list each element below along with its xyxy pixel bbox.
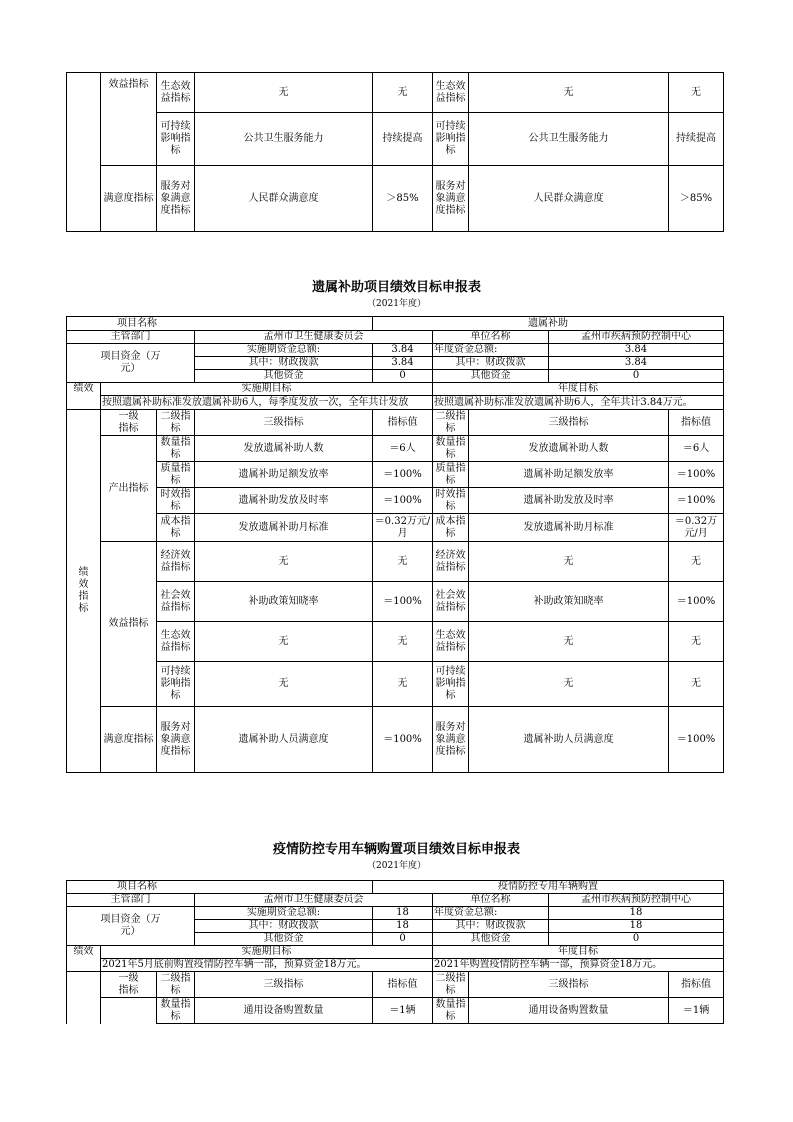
impl-goal-label: 实施期目标 xyxy=(101,946,433,959)
level1-output: 产出指标 xyxy=(101,436,157,542)
table-title: 遗属补助项目绩效目标申报表 xyxy=(311,280,481,295)
indicator: 无 xyxy=(469,73,669,113)
year-fiscal: 18 xyxy=(549,920,724,933)
indicator-value: ＝100% xyxy=(669,462,724,488)
year-fiscal-label: 其中：财政拨款 xyxy=(433,920,549,933)
impl-fiscal: 3.84 xyxy=(373,357,433,370)
impl-total: 3.84 xyxy=(373,344,433,357)
header-value: 指标值 xyxy=(373,972,433,998)
indicator-value: ＝6人 xyxy=(373,436,433,462)
indicator: 无 xyxy=(469,662,669,707)
header-level1: 一级指标 xyxy=(101,410,157,436)
indicator: 无 xyxy=(195,542,373,582)
level2: 服务对象满意度指标 xyxy=(433,707,469,773)
year-fiscal: 3.84 xyxy=(549,357,724,370)
impl-other-label: 其他资金 xyxy=(195,370,373,383)
performance-side-label xyxy=(67,410,101,773)
goal-side-label: 绩效 xyxy=(67,383,101,410)
table-title: 疫情防控专用车辆购置项目绩效目标申报表 xyxy=(272,842,520,857)
indicator: 遗属补助人员满意度 xyxy=(195,707,373,773)
year-fiscal-label: 其中：财政拨款 xyxy=(433,357,549,370)
level2: 质量指标 xyxy=(157,462,195,488)
indicator: 通用设备购置数量 xyxy=(195,998,373,1024)
indicator-value: 无 xyxy=(669,662,724,707)
impl-total-label: 实施期资金总额: xyxy=(195,907,373,920)
level2: 成本指标 xyxy=(433,514,469,542)
indicator-value: 无 xyxy=(669,73,724,113)
level2: 可持续影响指标 xyxy=(157,662,195,707)
indicator: 无 xyxy=(195,73,373,113)
indicator-value: ＝100% xyxy=(669,582,724,622)
performance-side-label xyxy=(67,972,101,1024)
header-level2: 二级指标 xyxy=(157,410,195,436)
level1-satisfaction: 满意度指标 xyxy=(101,166,157,232)
indicator: 发放遗属补助月标准 xyxy=(195,514,373,542)
indicator-value: 持续提高 xyxy=(669,113,724,166)
year-total: 3.84 xyxy=(549,344,724,357)
performance-side-text: 绩效指标 xyxy=(78,567,89,614)
indicator: 无 xyxy=(195,662,373,707)
year-total-label: 年度资金总额: xyxy=(433,907,549,920)
level2: 经济效益指标 xyxy=(433,542,469,582)
level1-satisfaction: 满意度指标 xyxy=(101,707,157,773)
year-other: 0 xyxy=(549,933,724,946)
year-goal-label: 年度目标 xyxy=(433,946,724,959)
indicator: 发放遗属补助月标准 xyxy=(469,514,669,542)
indicator-value: ＝100% xyxy=(373,582,433,622)
indicator: 通用设备购置数量 xyxy=(469,998,669,1024)
indicator-value: 无 xyxy=(373,73,433,113)
top-continuation-table xyxy=(66,72,724,232)
year-goal-label: 年度目标 xyxy=(433,383,724,396)
header-level2: 二级指标 xyxy=(157,972,195,998)
level1-benefit: 效益指标 xyxy=(101,542,157,707)
year-goal-text: 2021年购置疫情防控车辆一部，预算资金18万元。 xyxy=(433,959,724,972)
indicator: 无 xyxy=(469,622,669,662)
impl-total-label: 实施期资金总额: xyxy=(195,344,373,357)
level2: 社会效益指标 xyxy=(433,582,469,622)
year-goal-text: 按照遗属补助标准发放遗属补助6人，全年共计3.84万元。 xyxy=(433,396,724,410)
level2: 数量指标 xyxy=(433,998,469,1024)
level2: 生态效益指标 xyxy=(157,73,195,113)
level2: 可持续影响指标 xyxy=(433,113,469,166)
indicator-value: ＝0.32万元/月 xyxy=(669,514,724,542)
project-name: 疫情防控专用车辆购置 xyxy=(373,881,724,894)
indicator-value: ＝6人 xyxy=(669,436,724,462)
indicator: 补助政策知晓率 xyxy=(195,582,373,622)
level2: 数量指标 xyxy=(157,436,195,462)
indicator-value: ＝0.32万元/月 xyxy=(373,514,433,542)
unit: 孟州市疾病预防控制中心 xyxy=(549,894,724,907)
indicator: 无 xyxy=(195,622,373,662)
indicator-value: ＝100% xyxy=(373,488,433,514)
impl-goal-text: 2021年5月底前购置疫情防控车辆一部，预算资金18万元。 xyxy=(101,959,433,972)
header-value: 指标值 xyxy=(373,410,433,436)
indicator-value: 无 xyxy=(373,542,433,582)
impl-other-label: 其他资金 xyxy=(195,933,373,946)
indicator: 遗属补助人员满意度 xyxy=(469,707,669,773)
table-year: （2021年度） xyxy=(367,299,426,309)
year-other-label: 其他资金 xyxy=(433,933,549,946)
header-value: 指标值 xyxy=(669,410,724,436)
impl-fiscal-label: 其中：财政拨款 xyxy=(195,357,373,370)
level1-benefit: 效益指标 xyxy=(101,73,157,166)
impl-other: 0 xyxy=(373,370,433,383)
side-cell xyxy=(67,73,101,232)
level2: 数量指标 xyxy=(157,998,195,1024)
level2: 可持续影响指标 xyxy=(433,662,469,707)
dept: 孟州市卫生健康委员会 xyxy=(195,331,433,344)
level2: 服务对象满意度指标 xyxy=(433,166,469,232)
indicator-value: ＝100% xyxy=(373,462,433,488)
indicator: 无 xyxy=(469,542,669,582)
level2: 数量指标 xyxy=(433,436,469,462)
header-level2: 二级指标 xyxy=(433,972,469,998)
header-level3: 三级指标 xyxy=(469,972,669,998)
header-level3: 三级指标 xyxy=(195,410,373,436)
project-name-label: 项目名称 xyxy=(67,881,373,894)
indicator: 遗属补助发放及时率 xyxy=(195,488,373,514)
level1-output xyxy=(101,998,157,1024)
indicator: 发放遗属补助人数 xyxy=(195,436,373,462)
indicator: 遗属补助发放及时率 xyxy=(469,488,669,514)
year-total-label: 年度资金总额: xyxy=(433,344,549,357)
vehicle-purchase-table xyxy=(66,880,724,1024)
dept-label: 主管部门 xyxy=(67,894,195,907)
indicator: 人民群众满意度 xyxy=(469,166,669,232)
level2: 成本指标 xyxy=(157,514,195,542)
header-value: 指标值 xyxy=(669,972,724,998)
year-other: 0 xyxy=(549,370,724,383)
unit-label: 单位名称 xyxy=(433,331,549,344)
level2: 经济效益指标 xyxy=(157,542,195,582)
level2: 时效指标 xyxy=(433,488,469,514)
indicator-value: ＝100% xyxy=(669,707,724,773)
year-total: 18 xyxy=(549,907,724,920)
impl-fiscal-label: 其中：财政拨款 xyxy=(195,920,373,933)
indicator: 补助政策知晓率 xyxy=(469,582,669,622)
unit: 孟州市疾病预防控制中心 xyxy=(549,331,724,344)
fund-label: 项目资金（万元） xyxy=(67,344,195,383)
level2: 社会效益指标 xyxy=(157,582,195,622)
project-name: 遗属补助 xyxy=(373,317,724,331)
fund-label: 项目资金（万元） xyxy=(67,907,195,946)
year-other-label: 其他资金 xyxy=(433,370,549,383)
indicator: 公共卫生服务能力 xyxy=(469,113,669,166)
indicator-value: 持续提高 xyxy=(373,113,433,166)
table-year: （2021年度） xyxy=(367,861,426,871)
header-level3: 三级指标 xyxy=(469,410,669,436)
unit-label: 单位名称 xyxy=(433,894,549,907)
project-name-label: 项目名称 xyxy=(67,317,373,331)
level2: 生态效益指标 xyxy=(433,73,469,113)
indicator: 遗属补助足额发放率 xyxy=(195,462,373,488)
impl-goal-text: 按照遗属补助标准发放遗属补助6人，每季度发放一次，全年共计发放 xyxy=(101,396,433,410)
level2: 生态效益指标 xyxy=(157,622,195,662)
indicator-value: 无 xyxy=(373,662,433,707)
level2: 服务对象满意度指标 xyxy=(157,166,195,232)
goal-side-label: 绩效 xyxy=(67,946,101,972)
level2: 服务对象满意度指标 xyxy=(157,707,195,773)
level2: 可持续影响指标 xyxy=(157,113,195,166)
indicator: 发放遗属补助人数 xyxy=(469,436,669,462)
impl-total: 18 xyxy=(373,907,433,920)
indicator-value: 无 xyxy=(669,542,724,582)
header-level1: 一级指标 xyxy=(101,972,157,998)
indicator-value: 无 xyxy=(669,622,724,662)
indicator: 遗属补助足额发放率 xyxy=(469,462,669,488)
impl-other: 0 xyxy=(373,933,433,946)
dept: 孟州市卫生健康委员会 xyxy=(195,894,433,907)
survivor-subsidy-table xyxy=(66,316,724,773)
indicator-value: ＞85% xyxy=(373,166,433,232)
dept-label: 主管部门 xyxy=(67,331,195,344)
impl-goal-label: 实施期目标 xyxy=(101,383,433,396)
impl-fiscal: 18 xyxy=(373,920,433,933)
indicator-value: ＝100% xyxy=(373,707,433,773)
indicator: 公共卫生服务能力 xyxy=(195,113,373,166)
indicator-value: 无 xyxy=(373,622,433,662)
level2: 时效指标 xyxy=(157,488,195,514)
header-level2: 二级指标 xyxy=(433,410,469,436)
level2: 生态效益指标 xyxy=(433,622,469,662)
level2: 质量指标 xyxy=(433,462,469,488)
indicator-value: ＞85% xyxy=(669,166,724,232)
indicator: 人民群众满意度 xyxy=(195,166,373,232)
indicator-value: ＝1辆 xyxy=(373,998,433,1024)
header-level3: 三级指标 xyxy=(195,972,373,998)
indicator-value: ＝100% xyxy=(669,488,724,514)
indicator-value: ＝1辆 xyxy=(669,998,724,1024)
